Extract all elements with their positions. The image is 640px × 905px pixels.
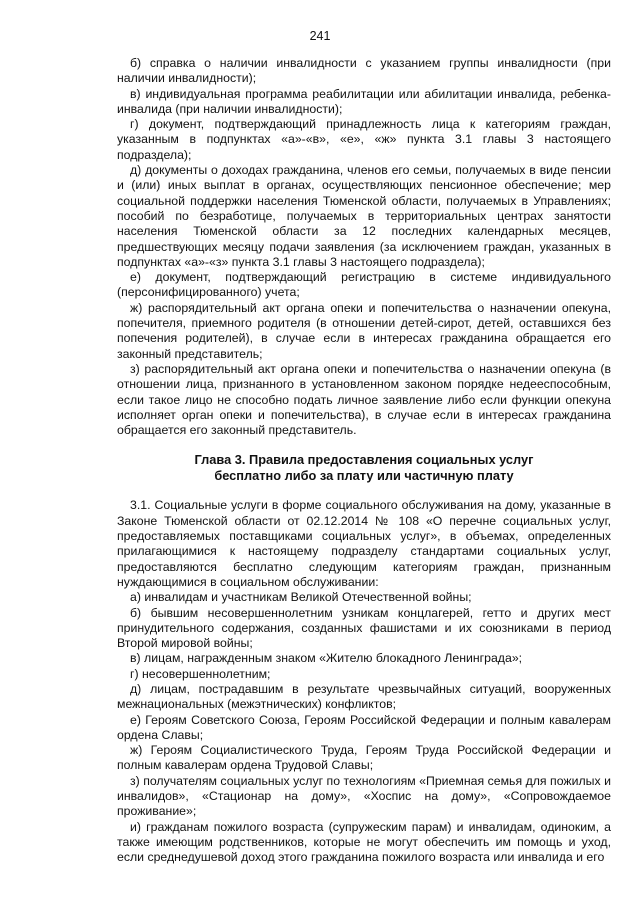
paragraph: и) гражданам пожилого возраста (супружеским парам) и инвалидам, одиноким, а также имеющим родственников, которые не могут обеспечить им помощь и уход, если среднедушевой доход этого гражданина пожилого возраста или инвалида и его [117,819,611,865]
paragraph: д) документы о доходах гражданина, членов его семьи, получаемых в виде пенсии и (или) иных выплат в органах, осуществляющих пенсионное обеспечение; мер социальной поддержки населения Тюменской области, получаемых в Управлениях; пособий по безработице, получаемых в территориальных центрах занятости населения Тюменской области за 12 последних календарных месяцев, предшествующих месяцу подачи заявления (за исключением граждан, указанных в подпунктах «а»-«з» пункта 3.1 главы 3 настоящего подраздела); [117,163,611,269]
paragraph: а) инвалидам и участникам Великой Отечественной войны; [130,590,472,605]
paragraph: г) документ, подтверждающий принадлежность лица к категориям граждан, указанным в подпунктах «а»-«в», «е», «ж» пункта 3.1 главы 3 настоящего подраздела); [117,117,611,162]
paragraph: з) получателям социальных услуг по технологиям «Приемная семья для пожилых и инвалидов», «Стационар на дому», «Хоспис на дому», «Сопровождаемое проживание»; [117,773,611,819]
chapter-heading-line: бесплатно либо за плату или частичную плату [214,467,514,483]
paragraph: б) справка о наличии инвалидности с указанием группы инвалидности (при наличии инвалидности); [117,56,611,86]
chapter-heading [117,452,611,483]
chapter-heading-line: Глава 3. Правила предоставления социальных услуг [194,452,534,468]
paragraph: б) бывшим несовершеннолетним узникам концлагерей, гетто и других мест принудительного содержания, созданных фашистами и их союзниками в период Второй мировой войны; [117,605,611,651]
paragraph: е) Героям Советского Союза, Героям Российской Федерации и полным кавалерам ордена Славы; [117,712,611,742]
paragraph: в) индивидуальная программа реабилитации или абилитации инвалида, ребенка-инвалида (при наличии инвалидности); [117,86,611,116]
paragraph: з) распорядительный акт органа опеки и попечительства о назначении опекуна (в отношении лица, признанного в установленном законом порядке недееспособным, если такое лицо не способно подать личное заявление либо если функции опекуна исполняет орган опеки и попечительства), в случае если в интересах гражданина обращается его законный представитель. [117,361,611,438]
paragraph: в) лицам, награжденным знаком «Жителю блокадного Ленинграда»; [130,651,523,666]
paragraph: д) лицам, пострадавшим в результате чрезвычайных ситуаций, вооруженных межнациональных (межэтнических) конфликтов; [117,681,611,712]
document-body [117,56,611,866]
paragraph: е) документ, подтверждающий регистрацию в системе индивидуального (персонифицированного) учета; [117,270,611,300]
paragraph: г) несовершеннолетним; [130,666,271,681]
page-number: 241 [309,29,331,43]
paragraph: 3.1. Социальные услуги в форме социального обслуживания на дому, указанные в Законе Тюменской области от 02.12.2014 № 108 «О перечне социальных услуг, предоставляемых поставщиками социальных услуг», в объемах, определенных прилагающимися к настоящему подразделу стандартами социальных услуг, предоставляются бесплатно следующим категориям граждан, признанным нуждающимися в социальном обслуживании: [117,498,611,589]
paragraph: ж) распорядительный акт органа опеки и попечительства о назначении опекуна, попечителя, приемного родителя (в отношении детей-сирот, детей, оставшихся без попечения родителей), в случае если в интересах гражданина обращается его законный представитель; [117,300,611,361]
paragraph: ж) Героям Социалистического Труда, Героям Труда Российской Федерации и полным кавалерам ордена Трудовой Славы; [117,743,611,773]
